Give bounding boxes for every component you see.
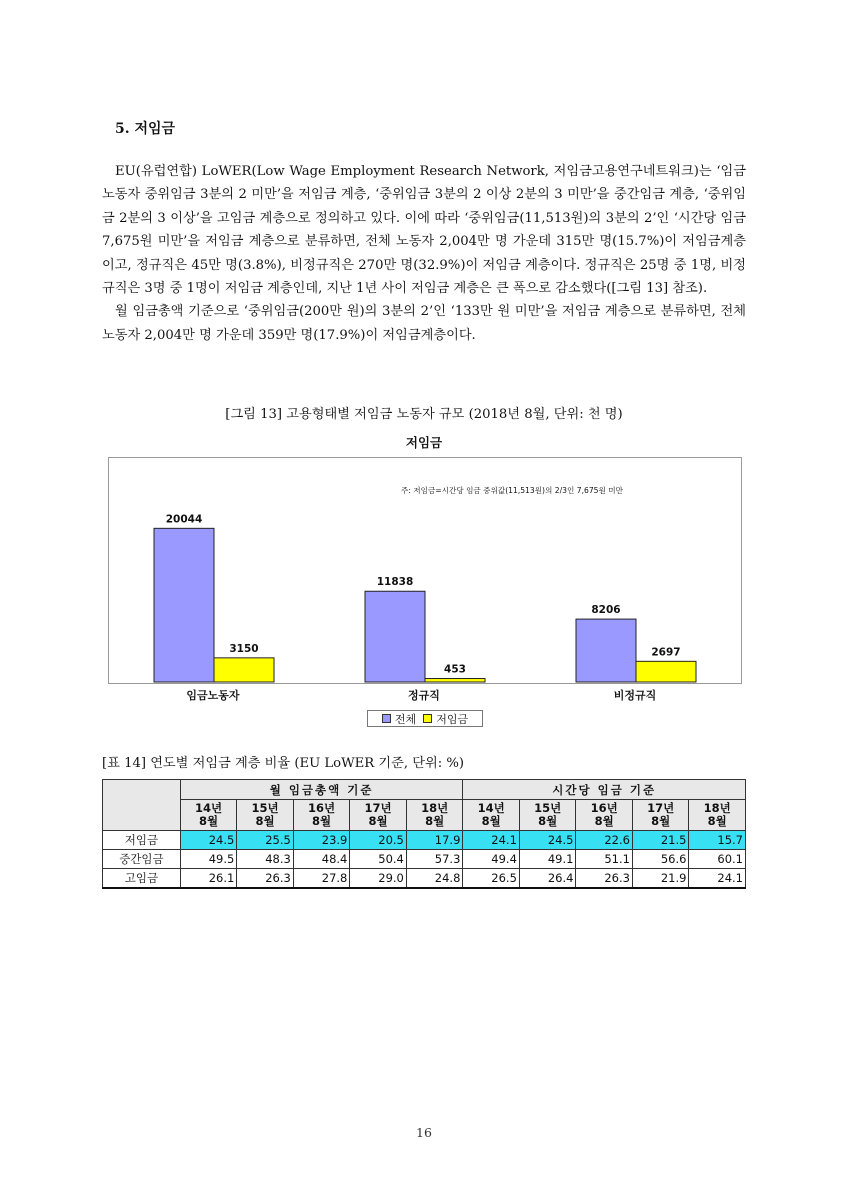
bar-total-0: [154, 528, 214, 682]
bar-low-1: [425, 679, 485, 682]
table-cell: 24.1: [689, 869, 746, 889]
table-cell: 48.3: [237, 850, 294, 869]
body-text: [102, 160, 746, 347]
table-cell: 50.4: [350, 850, 407, 869]
row-label: 중간임금: [103, 850, 181, 869]
table-cell: 26.3: [576, 869, 633, 889]
bar-chart: [109, 458, 741, 683]
table-cell: 26.3: [237, 869, 294, 889]
table-cell: 23.9: [293, 831, 350, 850]
table-cell: 27.8: [293, 869, 350, 889]
legend-label-total: 전체: [394, 712, 417, 726]
data-label-low-0: 3150: [229, 642, 259, 655]
chart-plot-area: [108, 457, 742, 684]
table-cell: 56.6: [632, 850, 689, 869]
paragraph-2: 월 임금총액 기준으로 ‘중위임금(200만 원)의 3분의 2’인 ‘133만 원 미만’을 저임금 계층으로 분류하면, 전체 노동자 2,004만 명 가운데 359만 명(17.9%)이 저임금계층이다.: [102, 304, 746, 343]
year-header: 18년 8월: [689, 800, 746, 831]
bar-total-2: [576, 619, 636, 682]
year-header: 14년 8월: [463, 800, 520, 831]
x-tick-label-0: 임금노동자: [186, 689, 240, 702]
table-cell: 49.5: [180, 850, 237, 869]
table-cell: 26.4: [519, 869, 576, 889]
figure-caption: [그림 13] 고용형태별 저임금 노동자 규모 (2018년 8월, 단위: 천 명): [225, 407, 623, 422]
table-cell: 26.1: [180, 869, 237, 889]
legend-swatch-low: [423, 714, 432, 723]
year-header-row: [103, 800, 746, 831]
table-cell: 51.1: [576, 850, 633, 869]
table-cell: 29.0: [350, 869, 407, 889]
chart-title: 저임금: [405, 435, 443, 450]
table-cell: 48.4: [293, 850, 350, 869]
table-cell: 49.4: [463, 850, 520, 869]
table-cell: 60.1: [689, 850, 746, 869]
table-cell: 24.1: [463, 831, 520, 850]
legend-label-low: 저임금: [436, 712, 469, 726]
table-cell: 17.9: [406, 831, 463, 850]
table-cell: 20.5: [350, 831, 407, 850]
group-header-monthly: 월 임금총액 기준: [180, 780, 463, 800]
table-cell: 21.5: [632, 831, 689, 850]
table-cell: 21.9: [632, 869, 689, 889]
x-tick-label-1: 정규직: [408, 689, 440, 702]
year-header: 15년 8월: [237, 800, 294, 831]
year-header: 17년 8월: [632, 800, 689, 831]
row-label: 저임금: [103, 831, 181, 850]
table-cell: 57.3: [406, 850, 463, 869]
data-label-total-2: 8206: [591, 604, 621, 617]
table-cell: 22.6: [576, 831, 633, 850]
year-header: 16년 8월: [293, 800, 350, 831]
year-header: 18년 8월: [406, 800, 463, 831]
paragraph-1: EU(유럽연합) LoWER(Low Wage Employment Research Network, 저임금고용연구네트워크)는 ‘임금노동자 중위임금 3분의 2 미만’을 저임금 계층, ‘중위임금 3분의 2 이상 2분의 3 미만’을 중간임금 계층, ‘중위임금 2분의 3 이상’을 고임금 계층으로 정의하고 있다. 이에 따라 ‘중위임금(11,513원)의 3분의 2’인 ‘시간당 임금 7,675원 미만’을 저임금 계층으로 분류하면, 전체 노동자 2,004만 명 가운데 315만 명(15.7%)이 저임금계층이고, 정규직은 45만 명(3.8%), 비정규직은 270만 명(32.9%)이 저임금 계층이다. 정규직은 25명 중 1명, 비정규직은 3명 중 1명이 저임금 계층인데, 지난 1년 사이 저임금 계층은 큰 폭으로 감소했다([그림 13] 참조).: [102, 164, 746, 297]
table-caption: [표 14] 연도별 저임금 계층 비율 (EU LoWER 기준, 단위: %): [102, 756, 465, 771]
data-label-low-1: 453: [444, 663, 466, 676]
table-corner: [103, 780, 181, 831]
data-label-low-2: 2697: [651, 646, 681, 659]
section-heading: 5. 저임금: [115, 121, 176, 137]
table-cell: 26.5: [463, 869, 520, 889]
table-cell: 49.1: [519, 850, 576, 869]
table-row: [103, 831, 746, 850]
year-header: 15년 8월: [519, 800, 576, 831]
legend-swatch-total: [382, 714, 391, 723]
x-tick-label-2: 비정규직: [613, 689, 657, 702]
table-cell: 24.5: [180, 831, 237, 850]
data-label-total-0: 20044: [165, 513, 203, 526]
table-row: [103, 850, 746, 869]
year-header: 17년 8월: [350, 800, 407, 831]
bar-total-1: [365, 591, 425, 682]
table-row: [103, 869, 746, 889]
group-header-hourly: 시간당 임금 기준: [463, 780, 746, 800]
table-cell: 24.5: [519, 831, 576, 850]
table-cell: 24.8: [406, 869, 463, 889]
bar-low-0: [214, 658, 274, 682]
chart-note: 주: 저임금=시간당 임금 중위값(11,513원)의 2/3인 7,675원 미만: [401, 486, 623, 495]
table-cell: 25.5: [237, 831, 294, 850]
table-cell: 15.7: [689, 831, 746, 850]
wage-tier-table: [102, 779, 746, 889]
row-label: 고임금: [103, 869, 181, 889]
bar-low-2: [636, 661, 696, 682]
year-header: 14년 8월: [180, 800, 237, 831]
x-axis: [108, 683, 740, 705]
year-header: 16년 8월: [576, 800, 633, 831]
data-label-total-1: 11838: [376, 576, 414, 589]
page-number: 16: [416, 1125, 432, 1140]
chart-legend: [367, 710, 483, 727]
